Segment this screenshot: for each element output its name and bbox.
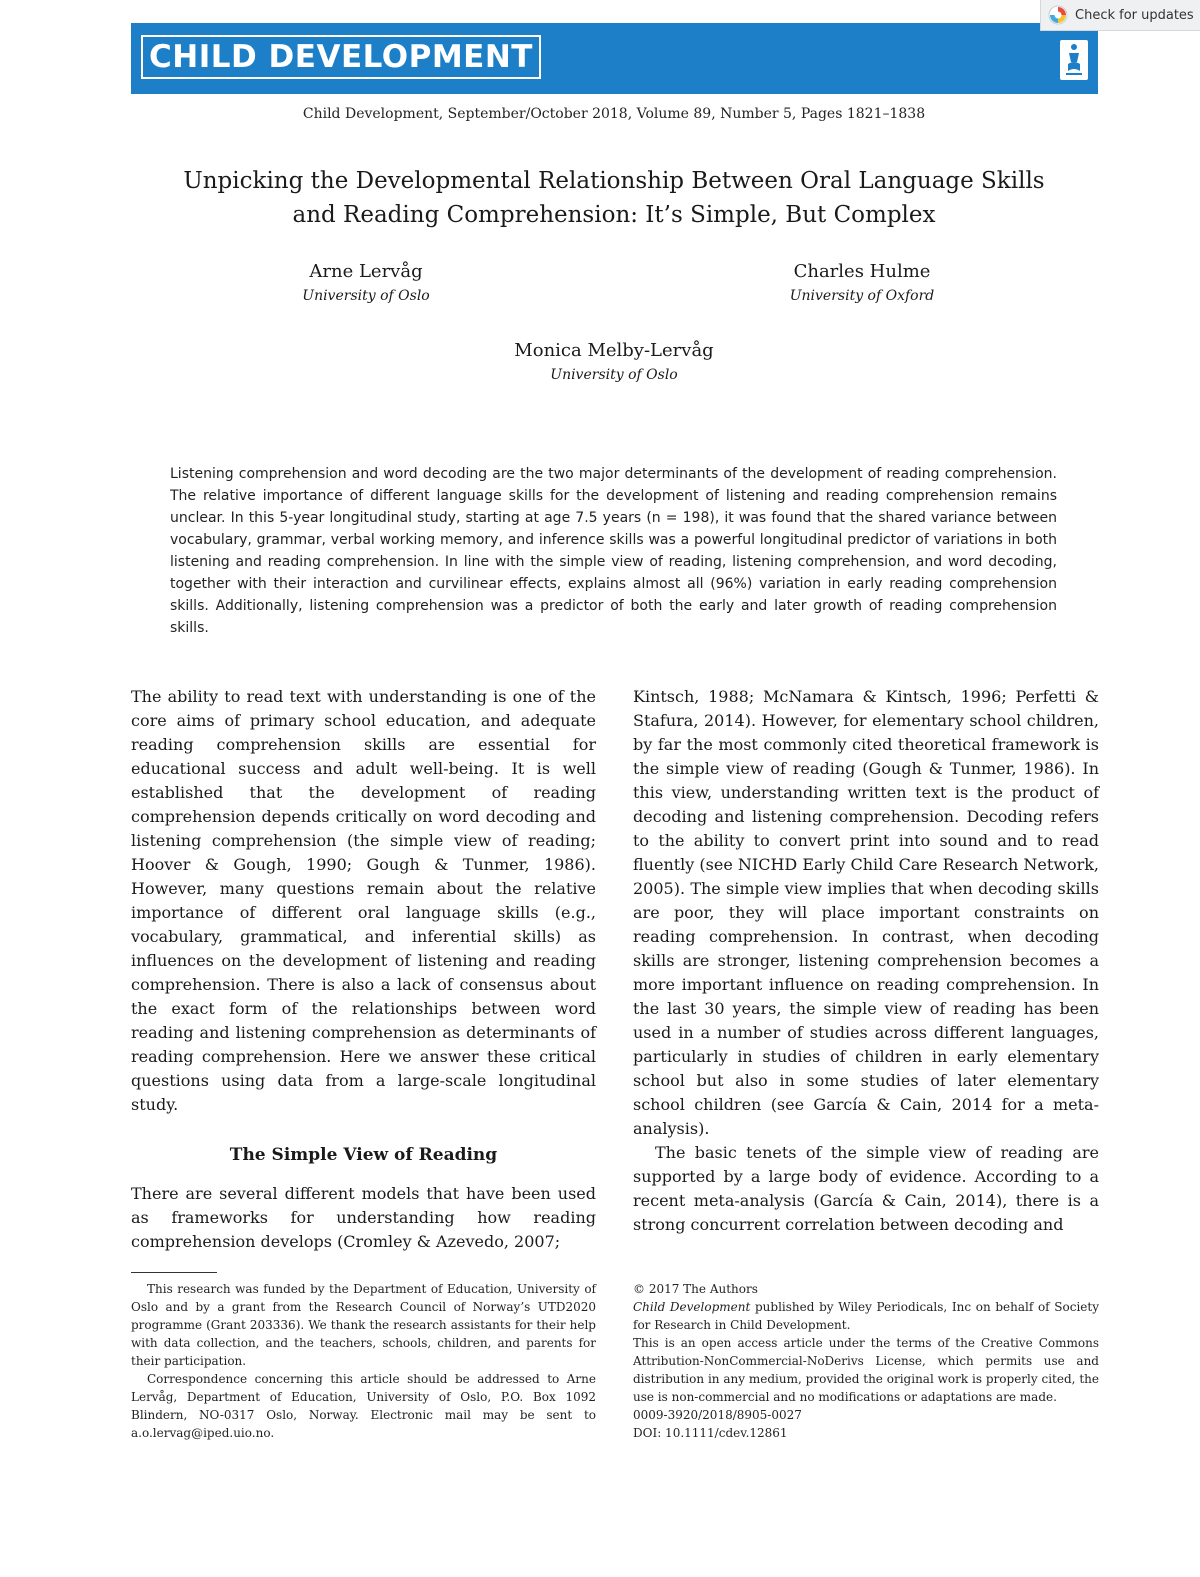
check-for-updates-label: Check for updates — [1075, 7, 1194, 23]
title-line-2: and Reading Comprehension: It’s Simple, But Complex — [292, 202, 936, 228]
right-column — [633, 685, 1099, 1237]
license-note: This is an open access article under the terms of the Creative Commons Attribution-NonCommercial-NoDerivs License, which permits use and distribution in any medium, provided the original work is properly cited, the use is non-commercial and no modifications or adaptations are made. — [633, 1336, 1099, 1404]
journal-banner — [131, 23, 1098, 94]
section-heading: The Simple View of Reading — [229, 1145, 498, 1165]
publisher-journal: Child Development — [633, 1300, 751, 1314]
footnotes-left — [131, 1280, 596, 1442]
author-name: Charles Hulme — [793, 261, 931, 282]
right-paragraph-1: Kintsch, 1988; McNamara & Kintsch, 1996; Perfetti & Stafura, 2014). However, for elementary school children, by far the most commonly cited theoretical framework is the simple view of reading (Gough & Tunmer, 1986). In this view, understanding written text is the product of decoding and listening comprehension. Decoding refers to the ability to convert print into sound and to read fluently (see NICHD Early Child Care Research Network, 2005). The simple view implies that when decoding skills are poor, they will place important constraints on reading comprehension. In contrast, when decoding skills are stronger, listening comprehension becomes a more important influence on reading comprehension. In the last 30 years, the simple view of reading has been used in a number of studies across different languages, particularly in studies of children in early elementary school but also in some studies of later elementary school children (see García & Cain, 2014 for a meta-analysis). — [633, 687, 1099, 1138]
title-line-1: Unpicking the Developmental Relationship Between Oral Language Skills — [183, 168, 1045, 194]
funding-note: This research was funded by the Department of Education, University of Oslo and by a grant from the Research Council of Norway’s UTD2020 programme (Grant 203336). We thank the research assistants for their help with data collection, and the teachers, schools, children, and parents for their participation. — [131, 1282, 596, 1368]
issn-note: 0009-3920/2018/8905-0027 — [633, 1408, 802, 1422]
left-column-intro — [131, 685, 596, 1117]
left-column-section — [131, 1182, 596, 1254]
journal-name: CHILD DEVELOPMENT — [141, 35, 541, 79]
abstract: Listening comprehension and word decoding are the two major determinants of the development of reading comprehension. The relative importance of different language skills for the development of listening and reading comprehension remains unclear. In this 5-year longitudinal study, starting at age 7.5 years (n = 198), it was found that the shared variance between vocabulary, grammar, verbal working memory, and inference skills was a powerful longitudinal predictor of variations in both listening and reading comprehension. In line with the simple view of reading, listening comprehension, and word decoding, together with their interaction and curvilinear effects, explains almost all (96%) variation in early reading comprehension skills. Additionally, listening comprehension was a predictor of both the early and later growth of reading comprehension skills. — [170, 466, 1057, 636]
check-for-updates-button[interactable] — [1040, 0, 1200, 31]
footnotes-right — [633, 1280, 1099, 1442]
author-affiliation: University of Oslo — [302, 288, 430, 304]
crossmark-icon — [1048, 5, 1068, 25]
citation-line: Child Development, September/October 2018, Volume 89, Number 5, Pages 1821–1838 — [302, 106, 926, 122]
copyright-note: © 2017 The Authors — [633, 1282, 758, 1296]
publisher-rest: published by Wiley Periodicals, Inc on behalf of Society for Research in Child Development. — [633, 1300, 1099, 1332]
correspondence-note: Correspondence concerning this article should be addressed to Arne Lervåg, Department of Education, University of Oslo, P.O. Box 1092 Blindern, NO-0317 Oslo, Norway. Electronic mail may be sent to a.o.lervag@iped.uio.no. — [131, 1372, 596, 1440]
srcd-logo-icon — [1060, 40, 1088, 80]
section-paragraph: There are several different models that have been used as frameworks for understanding how reading comprehension develops (Cromley & Azevedo, 2007; — [131, 1184, 596, 1251]
author-3 — [464, 338, 764, 386]
author-name: Arne Lervåg — [309, 261, 423, 282]
author-name: Monica Melby-Lervåg — [514, 340, 714, 361]
intro-paragraph: The ability to read text with understanding is one of the core aims of primary school education, and adequate reading comprehension skills are essential for educational success and adult well-being. It is well established that the development of reading comprehension depends critically on word decoding and listening comprehension (the simple view of reading; Hoover & Gough, 1990; Gough & Tunmer, 1986). However, many questions remain about the relative importance of different oral language skills (e.g., vocabulary, grammatical, and inferential skills) as influences on the development of listening and reading comprehension. There is also a lack of consensus about the exact form of the relationships between word reading and listening comprehension as determinants of reading comprehension. Here we answer these critical questions using data from a large-scale longitudinal study. — [131, 687, 596, 1114]
author-2 — [712, 259, 1012, 307]
article-title — [140, 164, 1088, 232]
author-affiliation: University of Oxford — [789, 288, 935, 304]
right-paragraph-2: The basic tenets of the simple view of reading are supported by a large body of evidence. According to a recent meta-analysis (García & Cain, 2014), there is a strong concurrent correlation between decoding and — [633, 1143, 1099, 1234]
doi-note: DOI: 10.1111/cdev.12861 — [633, 1426, 788, 1440]
footnote-divider — [131, 1272, 217, 1273]
publisher-note — [633, 1298, 1099, 1334]
author-1 — [216, 259, 516, 307]
author-affiliation: University of Oslo — [550, 367, 678, 383]
